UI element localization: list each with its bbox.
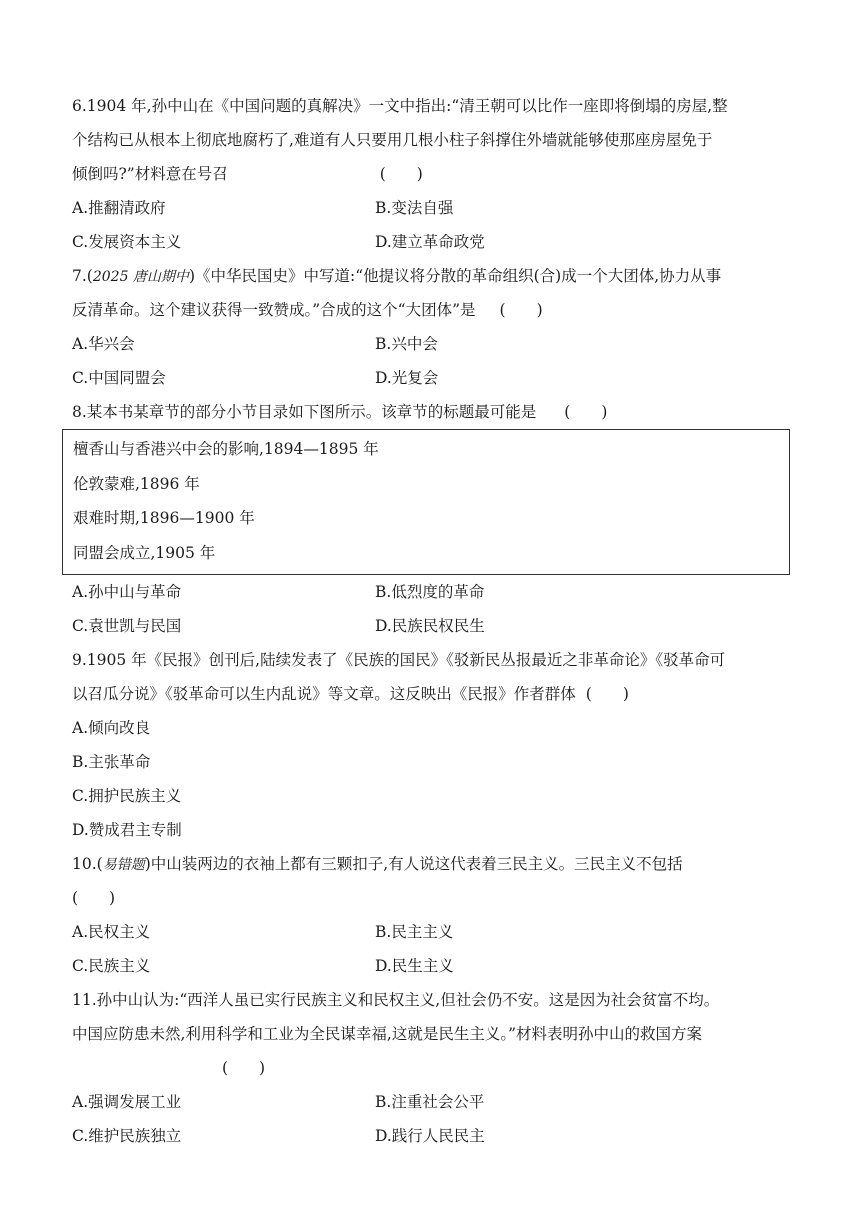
toc-item: 伦敦蒙难,1896 年 bbox=[73, 474, 200, 493]
question-8 bbox=[72, 395, 792, 643]
question-6 bbox=[72, 89, 792, 259]
answer-bracket[interactable]: ( ) bbox=[72, 889, 116, 907]
worksheet-page bbox=[72, 89, 792, 1153]
question-10-line-1: )中山装两边的衣袖上都有三颗扣子,有人说这代表着三民主义。三民主义不包括 bbox=[144, 855, 683, 873]
option-d[interactable]: D.民族民权民生 bbox=[375, 617, 485, 635]
option-a[interactable]: A.民权主义 bbox=[72, 923, 151, 941]
question-8-line-1: 8.某本书某章节的部分小节目录如下图所示。该章节的标题最可能是 bbox=[72, 403, 537, 421]
table-of-contents-box bbox=[62, 429, 790, 575]
question-6-line-1: 6.1904 年,孙中山在《中国问题的真解决》一文中指出:“清王朝可以比作一座即将倒塌的房屋,整 bbox=[72, 97, 728, 115]
question-6-line-2: 个结构已从根本上彻底地腐朽了,难道有人只要用几根小柱子斜撑住外墙就能够使那座房屋免于 bbox=[72, 131, 713, 149]
option-a[interactable]: A.强调发展工业 bbox=[72, 1093, 182, 1111]
option-b[interactable]: B.变法自强 bbox=[375, 199, 454, 217]
toc-item: 檀香山与香港兴中会的影响,1894—1895 年 bbox=[73, 440, 379, 458]
question-11-line-2: 中国应防患未然,利用科学和工业为全民谋幸福,这就是民生主义。”材料表明孙中山的救国方案 bbox=[72, 1025, 703, 1043]
option-b[interactable]: B.主张革命 bbox=[72, 753, 151, 771]
question-10 bbox=[72, 847, 792, 983]
option-a[interactable]: A.华兴会 bbox=[72, 335, 135, 353]
answer-bracket[interactable]: ( ) bbox=[585, 685, 629, 703]
option-c[interactable]: C.拥护民族主义 bbox=[72, 787, 182, 805]
option-a[interactable]: A.推翻清政府 bbox=[72, 199, 166, 217]
answer-bracket[interactable]: ( ) bbox=[499, 301, 543, 319]
question-7-prefix: 7.( bbox=[72, 267, 93, 285]
question-11 bbox=[72, 983, 792, 1153]
option-b[interactable]: B.民主主义 bbox=[375, 923, 454, 941]
source-tag: 2025 唐山期中 bbox=[92, 269, 189, 285]
option-d[interactable]: D.光复会 bbox=[375, 369, 439, 387]
question-7 bbox=[72, 259, 792, 395]
option-c[interactable]: C.袁世凯与民国 bbox=[72, 617, 182, 635]
option-d[interactable]: D.赞成君主专制 bbox=[72, 821, 182, 839]
option-c[interactable]: C.发展资本主义 bbox=[72, 233, 182, 251]
question-9 bbox=[72, 643, 792, 847]
option-c[interactable]: C.民族主义 bbox=[72, 957, 151, 975]
option-c[interactable]: C.维护民族独立 bbox=[72, 1127, 182, 1145]
question-7-line-2: 反清革命。这个建议获得一致赞成。”合成的这个“大团体”是 bbox=[72, 301, 476, 319]
question-7-line-1: )《中华民国史》中写道:“他提议将分散的革命组织(合)成一个大团体,协力从事 bbox=[188, 267, 722, 285]
option-b[interactable]: B.注重社会公平 bbox=[375, 1093, 485, 1111]
answer-bracket[interactable]: ( ) bbox=[222, 1059, 266, 1077]
option-a[interactable]: A.倾向改良 bbox=[72, 719, 151, 737]
option-d[interactable]: D.民生主义 bbox=[375, 957, 454, 975]
toc-item: 同盟会成立,1905 年 bbox=[73, 543, 216, 562]
option-c[interactable]: C.中国同盟会 bbox=[72, 369, 166, 387]
question-11-line-1: 11.孙中山认为:“西洋人虽已实行民族主义和民权主义,但社会仍不安。这是因为社会贫富不均。 bbox=[72, 991, 720, 1009]
toc-item: 艰难时期,1896—1900 年 bbox=[73, 509, 255, 527]
option-d[interactable]: D.践行人民民主 bbox=[375, 1127, 485, 1145]
question-10-prefix: 10.( bbox=[72, 855, 103, 873]
question-6-line-3: 倾倒吗?”材料意在号召 bbox=[72, 165, 228, 183]
question-9-line-1: 9.1905 年《民报》创刊后,陆续发表了《民族的国民》《驳新民丛报最近之非革命论》《驳革命可 bbox=[72, 651, 726, 669]
question-9-line-2: 以召瓜分说》《驳革命可以生内乱说》等文章。这反映出《民报》作者群体 bbox=[72, 685, 576, 703]
option-a[interactable]: A.孙中山与革命 bbox=[72, 583, 182, 601]
answer-bracket[interactable]: ( ) bbox=[564, 403, 608, 421]
option-b[interactable]: B.低烈度的革命 bbox=[375, 583, 485, 601]
option-d[interactable]: D.建立革命政党 bbox=[375, 233, 485, 251]
option-b[interactable]: B.兴中会 bbox=[375, 335, 438, 353]
source-tag: 易错题 bbox=[102, 857, 145, 873]
answer-bracket[interactable]: ( ) bbox=[379, 165, 423, 183]
